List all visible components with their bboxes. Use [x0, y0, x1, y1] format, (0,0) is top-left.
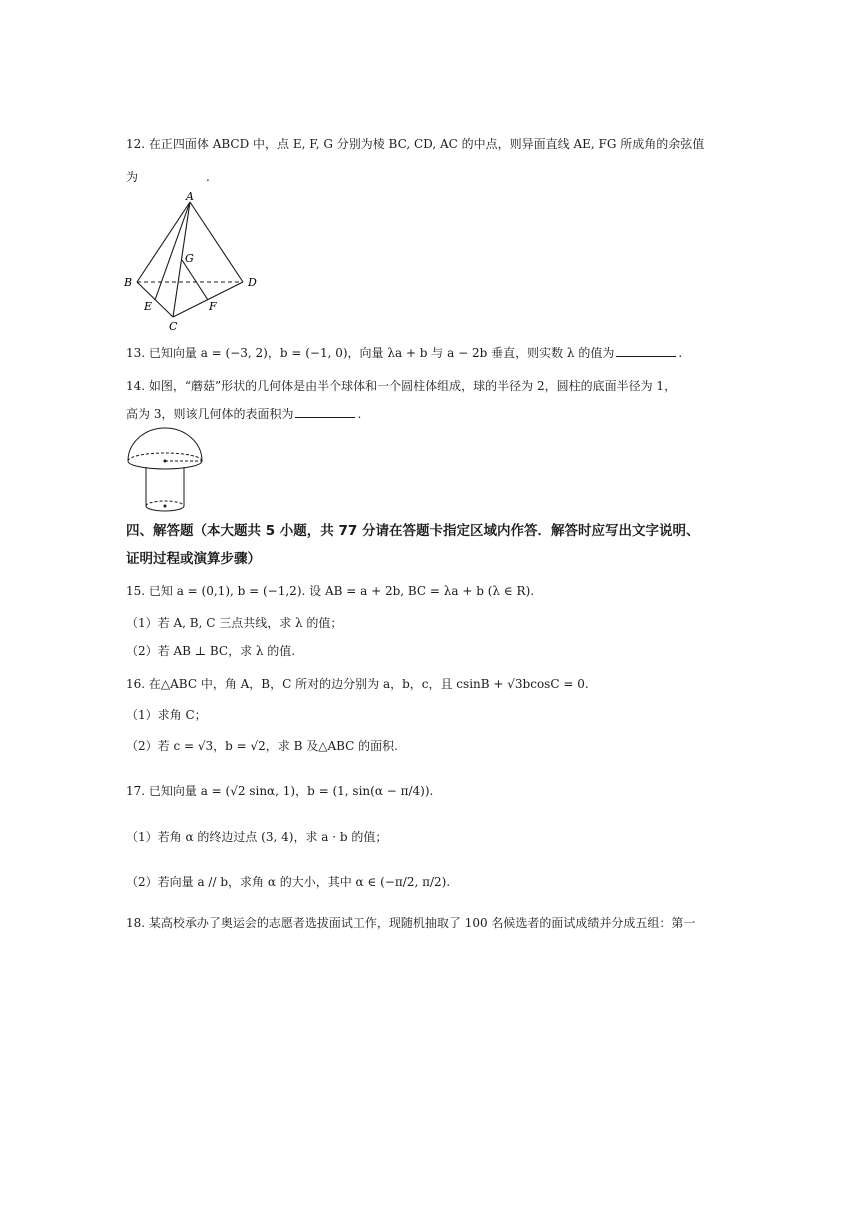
q14-line2-end: .	[357, 407, 362, 421]
q12-line2-end: .	[206, 170, 210, 184]
q14-line2	[126, 405, 361, 423]
q12-line1: 12. 在正四面体 ABCD 中，点 E, F, G 分别为棱 BC, CD, AC 的中点，则异面直线 AE, FG 所成角的余弦值	[126, 137, 705, 151]
q17-part2: （2）若向量 a // b，求角 α 的大小，其中 α ∈ (−π/2, π/2).	[126, 875, 451, 889]
section4-heading-line1: 四、解答题（本大题共 5 小题，共 77 分请在答题卡指定区域内作答．解答时应写出文字说明、	[126, 523, 700, 539]
mushroom-figure	[124, 426, 206, 516]
section4-heading-line2: 证明过程或演算步骤）	[126, 551, 261, 567]
label-A: A	[186, 190, 194, 203]
q16-stem: 16. 在△ABC 中，角 A，B，C 所对的边分别为 a，b，c，且 csinB + √3bcosC = 0.	[126, 677, 589, 691]
q13-answer-blank	[616, 344, 676, 357]
q17-part1: （1）若角 α 的终边过点 (3, 4)，求 a · b 的值；	[126, 830, 388, 844]
q15-stem: 15. 已知 a = (0,1), b = (−1,2). 设 AB = a + 2b, BC = λa + b (λ ∈ R).	[126, 584, 535, 598]
label-B: B	[124, 276, 133, 289]
label-D: D	[248, 276, 257, 289]
q16-part1: （1）求角 C；	[126, 708, 207, 722]
label-E: E	[144, 300, 153, 313]
label-G: G	[185, 252, 194, 265]
q14-answer-blank	[295, 405, 355, 418]
q18-line1: 18. 某高校承办了奥运会的志愿者选拔面试工作，现随机抽取了 100 名候选者的面试成绩并分成五组：第一	[126, 916, 696, 930]
label-F: F	[209, 300, 217, 313]
q12-line2	[126, 168, 210, 186]
q12-line2-text: 为	[126, 170, 139, 184]
q14-line2-text: 高为 3，则该几何体的表面积为	[126, 407, 294, 421]
q15-part1: （1）若 A, B, C 三点共线，求 λ 的值；	[126, 616, 343, 630]
q15-part2: （2）若 AB ⊥ BC，求 λ 的值.	[126, 644, 296, 658]
q17-stem: 17. 已知向量 a = (√2 sinα, 1)，b = (1, sin(α − π/4)).	[126, 784, 434, 798]
q13-end: .	[678, 346, 683, 360]
q16-part2: （2）若 c = √3，b = √2，求 B 及△ABC 的面积.	[126, 739, 398, 753]
tetrahedron-figure	[118, 190, 278, 340]
q13-line	[126, 344, 682, 362]
q13-text: 13. 已知向量 a = (−3, 2)，b = (−1, 0)，向量 λa + b 与 a − 2b 垂直，则实数 λ 的值为	[126, 346, 615, 360]
q14-line1: 14. 如图，“蘑菇”形状的几何体是由半个球体和一个圆柱体组成，球的半径为 2，圆柱的底面半径为 1，	[126, 379, 677, 393]
label-C: C	[169, 320, 178, 333]
